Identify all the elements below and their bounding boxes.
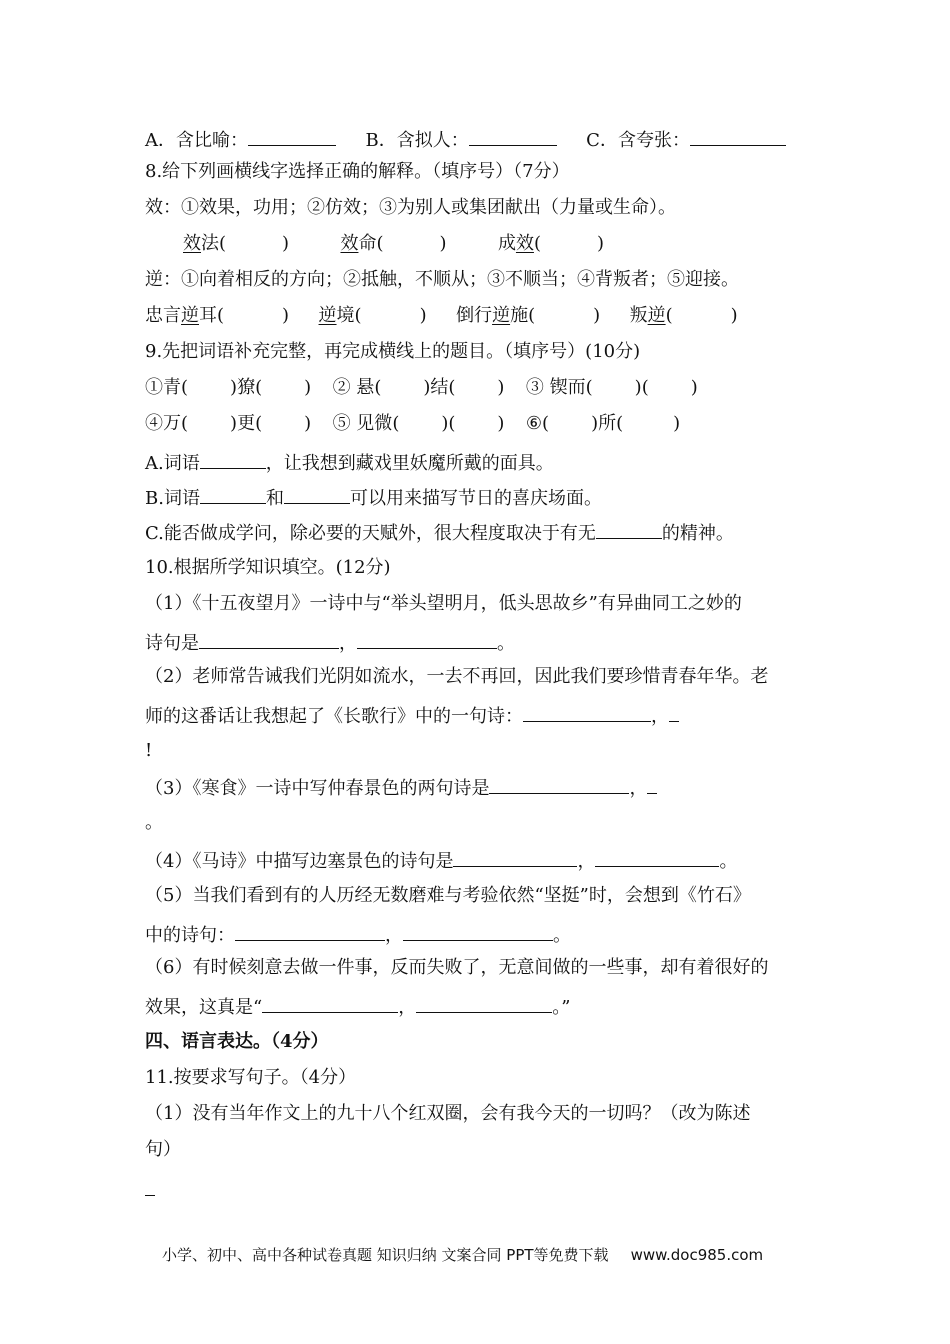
q10-title: 10.根据所学知识填空。(12分) [145,557,391,578]
q9-b: B.词语 和 可以用来描写节日的喜庆场面。 [145,485,602,511]
blank[interactable] [690,127,786,146]
q8-ni-definitions: 逆：①向着相反的方向；②抵触，不顺从；③不顺当；④背叛者；⑤迎接。 [145,269,739,290]
q9-a: A.词语 ，让我想到藏戏里妖魔所戴的面具。 [145,450,554,476]
word-item: 倒行逆施 [456,305,529,326]
q8-ni-words: 忠言逆耳( ) 逆境( ) 倒行逆施( ) 叛逆( ) [145,305,738,326]
q9-row2: ④万( )更( ) ⑤ 见微( )( ) ⑥( )所( ) [145,413,681,434]
blank[interactable] [669,703,679,722]
blank[interactable] [200,450,266,469]
blank[interactable] [489,775,629,794]
q7-option-c: C．含夸张： [586,130,690,151]
q8-title: 8.给下列画横线字选择正确的解释。（填序号）（7分） [145,161,570,182]
blank[interactable] [523,703,651,722]
blank[interactable] [403,922,553,941]
blank[interactable] [416,994,552,1013]
word-item: 效命 [340,233,377,254]
q11-title: 11.按要求写句子。（4分） [145,1067,357,1088]
q7-options [145,127,786,153]
blank[interactable] [357,630,497,649]
word-item: 叛逆 [629,305,666,326]
q9-title: 9.先把词语补充完整，再完成横线上的题目。（填序号）(10分) [145,341,641,362]
section-4-heading: 四、语言表达。（4分） [145,1031,329,1052]
footer-site[interactable]: www.doc985.com [630,1246,764,1264]
q10-s1b: 诗句是 ， 。 [145,630,515,656]
q10-s5a: （5）当我们看到有的人历经无数磨难与考验依然“坚挺”时，会想到《竹石》 [145,885,751,906]
blank[interactable] [284,485,350,504]
q9-row1: ①青( )獠( ) ② 悬( )结( ) ③ 锲而( )( ) [145,377,698,398]
q10-s6b: 效果，这真是“ ， 。” [145,994,570,1020]
blank[interactable] [595,848,719,867]
blank[interactable] [453,848,577,867]
q10-s2b: 师的这番话让我想起了《长歌行》中的一句诗： ， [145,703,679,729]
q8-xiao-words: 效法( ) 效命( ) 成效( ) [183,233,604,254]
footer [162,1244,763,1265]
q7-option-a: A．含比喻： [145,130,248,151]
q8-xiao-definitions: 效：①效果，功用；②仿效；③为别人或集团献出（力量或生命）。 [145,197,676,218]
q10-s2c: ! [145,740,153,761]
blank[interactable] [469,127,557,146]
q11-s1b: 句） [145,1139,181,1160]
blank[interactable] [647,775,657,794]
q10-s3a: （3）《寒食》一诗中写仲春景色的两句诗是 ， [145,775,657,801]
footer-text: 小学、初中、高中各种试卷真题 知识归纳 文案合同 PPT等免费下载 [162,1246,609,1264]
word-item: 效法 [183,233,219,254]
word-item: 忠言逆耳 [145,305,217,326]
q10-s5b: 中的诗句： ， 。 [145,922,571,948]
q10-s1a: （1）《十五夜望月》一诗中与“举头望明月，低头思故乡”有异曲同工之妙的 [145,593,742,614]
blank[interactable] [199,630,339,649]
blank[interactable] [596,520,662,539]
q10-s2a: （2）老师常告诫我们光阴如流水，一去不再回，因此我们要珍惜青春年华。老 [145,666,769,687]
q11-s1a: （1）没有当年作文上的九十八个红双圈，会有我今天的一切吗？（改为陈述 [145,1103,751,1124]
blank[interactable] [262,994,398,1013]
q10-s6a: （6）有时候刻意去做一件事，反而失败了，无意间做的一些事，却有着很好的 [145,957,769,978]
blank[interactable] [200,485,266,504]
q7-option-b: B．含拟人： [365,130,469,151]
q10-s3b: 。 [145,812,163,833]
word-item: 逆境 [318,305,355,326]
word-item: 成效 [497,233,534,254]
blank[interactable] [235,922,385,941]
q10-s4: （4）《马诗》中描写边塞景色的诗句是 ， 。 [145,848,737,874]
blank[interactable] [248,127,336,146]
q9-c: C.能否做成学问，除必要的天赋外，很大程度取决于有无 的精神。 [145,520,734,546]
answer-line[interactable] [145,1195,155,1196]
